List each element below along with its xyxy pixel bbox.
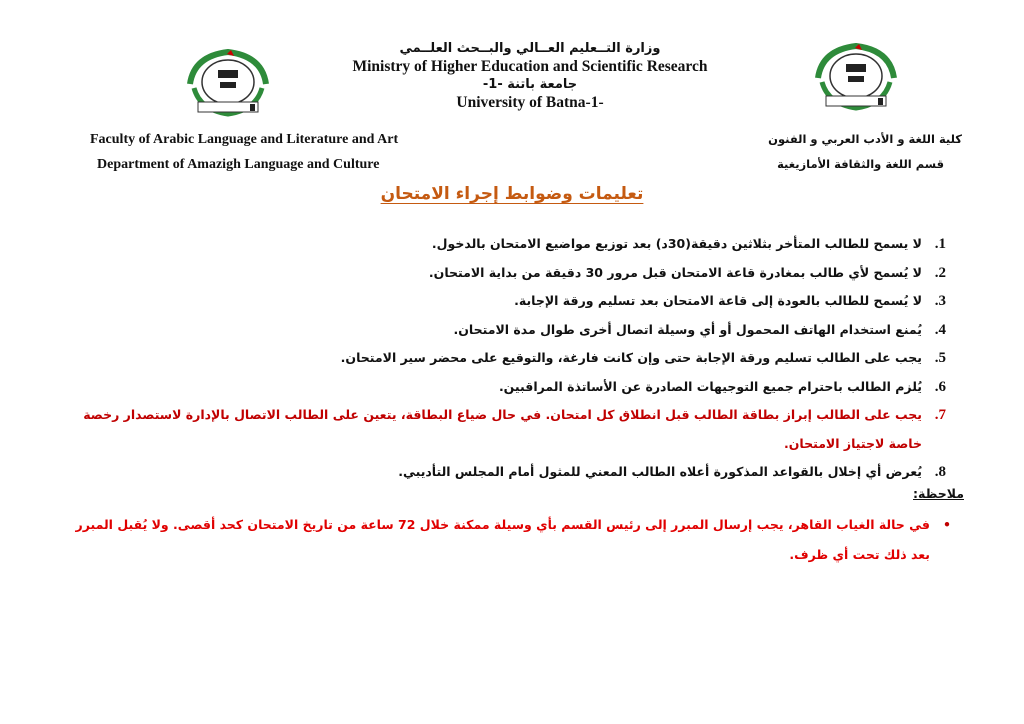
rule-number: 3.: [934, 293, 946, 309]
rule-text: يُعرض أي إخلال بالقواعد المذكورة أعلاه الطالب المعني للمثول أمام المجلس التأديبي.: [398, 464, 922, 479]
faculty-arabic: كلية اللغة و الأدب العربي و الفنون: [768, 132, 962, 146]
rule-item: [66, 458, 946, 487]
document-title: [0, 184, 1024, 204]
ministry-english: Ministry of Higher Education and Scientific Research: [352, 58, 708, 75]
university-arabic: جامعة باتنة -1-: [482, 77, 578, 92]
document-title-text: تعليمات وضوابط إجراء الامتحان: [380, 184, 644, 204]
bullet-icon: •: [943, 517, 951, 532]
rule-item: [66, 344, 946, 373]
rule-text: يُلزم الطالب باحترام جميع التوجيهات الصادرة عن الأساتذة المراقبين.: [498, 378, 922, 394]
rule-number: 7.: [934, 407, 946, 423]
letterhead: [300, 40, 760, 112]
department-arabic: قسم اللغة والثقافة الأمازيغية: [777, 157, 944, 171]
faculty-english: Faculty of Arabic Language and Literature and Art: [90, 132, 399, 147]
note-label: ملاحظة:: [913, 486, 964, 501]
rule-item: [66, 287, 946, 316]
university-logo-right: [808, 38, 904, 118]
rules-list: [66, 230, 946, 487]
rule-item: [66, 259, 946, 288]
department-english: Department of Amazigh Language and Culture: [97, 157, 380, 172]
rule-number: 8.: [934, 464, 946, 480]
rule-item-highlighted: [66, 401, 946, 458]
rule-text: يجب على الطالب إبراز بطاقة الطالب قبل انطلاق كل امتحان. في حال ضياع البطاقة، يتعين على الطالب الاتصال بالإدارة لاستصدار رخصة خاصة لاجتياز الامتحان.: [83, 407, 922, 451]
university-logo-left: [180, 44, 276, 124]
university-english: University of Batna-1-: [456, 94, 604, 111]
rule-number: 6.: [934, 378, 946, 395]
rule-item: [66, 316, 946, 345]
rule-text: يجب على الطالب تسليم ورقة الإجابة حتى وإن كانت فارغة، والتوقيع على محضر سير الامتحان.: [340, 350, 922, 365]
rule-item: [66, 230, 946, 259]
rule-number: 4.: [934, 321, 946, 338]
note-text: في حالة الغياب القاهر، يجب إرسال المبرر إلى رئيس القسم بأي وسيلة ممكنة خلال 72 ساعة من تاريخ الامتحان كحد أقصى. ولا يُقبل المبرر بعد ذلك تحت أي ظرف.: [75, 517, 930, 562]
rule-number: 1.: [934, 236, 946, 252]
note-item: [64, 510, 964, 570]
ministry-arabic: وزارة التــعليم العــالي والبــحث العلــمي: [399, 41, 661, 56]
rule-number: 2.: [934, 264, 946, 281]
rule-item: [66, 373, 946, 402]
rule-text: يُمنع استخدام الهاتف المحمول أو أي وسيلة اتصال أخرى طوال مدة الامتحان.: [453, 321, 922, 337]
rule-text: لا يسمح للطالب المتأخر بثلاثين دقيقة(30د) بعد توزيع مواضيع الامتحان بالدخول.: [431, 236, 922, 251]
rule-text: لا يُسمح لأي طالب بمغادرة قاعة الامتحان قبل مرور 30 دقيقة من بداية الامتحان.: [428, 264, 922, 280]
rule-number: 5.: [934, 350, 946, 366]
rule-text: لا يُسمح للطالب بالعودة إلى قاعة الامتحان بعد تسليم ورقة الإجابة.: [514, 293, 922, 308]
